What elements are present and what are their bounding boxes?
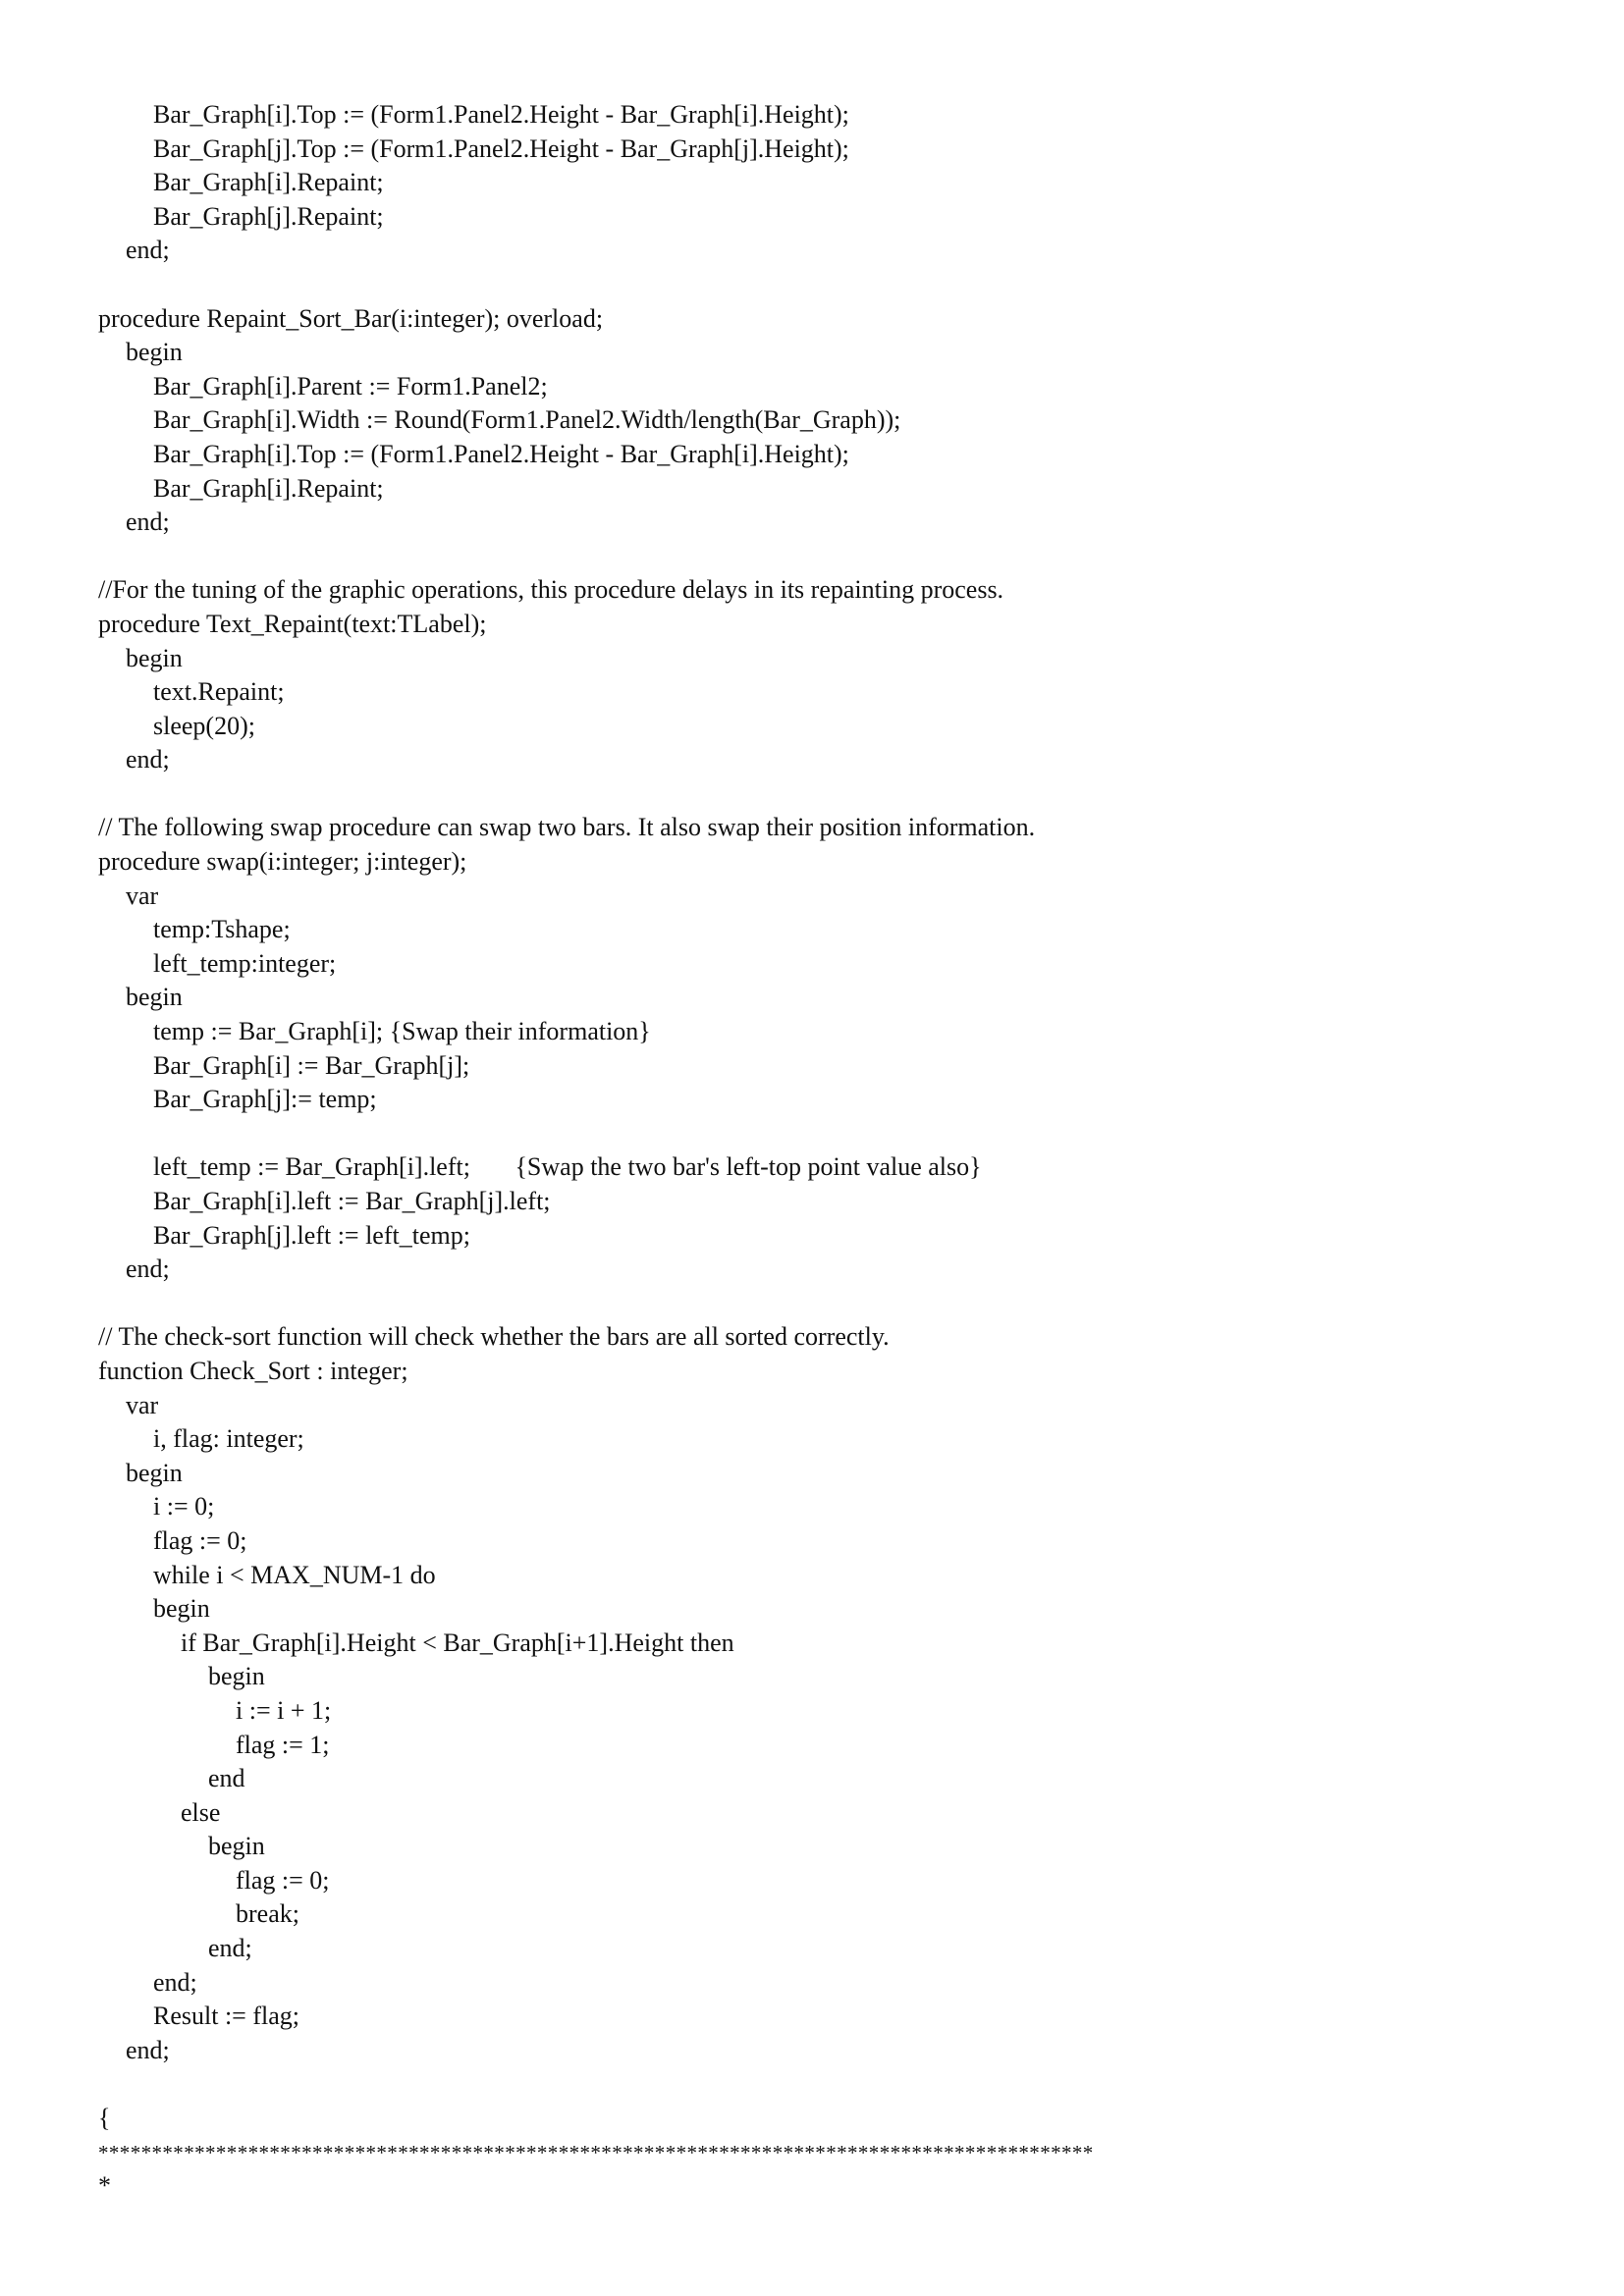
code-line: else [181, 1797, 221, 1827]
code-line: Result := flag; [153, 2002, 299, 2031]
code-line: procedure Text_Repaint(text:TLabel); [98, 609, 487, 638]
code-line: if Bar_Graph[i].Height < Bar_Graph[i+1].Height then [181, 1628, 734, 1657]
code-line: Bar_Graph[j].Top := (Form1.Panel2.Height - Bar_Graph[j].Height); [153, 133, 849, 163]
code-line: begin [153, 1594, 210, 1624]
code-line: Bar_Graph[i].Repaint; [153, 168, 384, 197]
code-line: // The check-sort function will check whether the bars are all sorted correctly. [98, 1322, 890, 1352]
code-line: Bar_Graph[i].Repaint; [153, 473, 384, 503]
code-line: Bar_Graph[i].Parent := Form1.Panel2; [153, 371, 548, 400]
blank-line [98, 268, 1532, 302]
code-line: while i < MAX_NUM-1 do [153, 1560, 436, 1589]
code-line: i := i + 1; [236, 1695, 332, 1725]
code-line: begin [208, 1832, 265, 1861]
code-line: end; [208, 1934, 252, 1963]
code-line: left_temp:integer; [153, 948, 337, 978]
code-line: text.Repaint; [153, 677, 285, 707]
code-line: end; [126, 2035, 170, 2064]
code-line: Bar_Graph[j].left := left_temp; [153, 1220, 470, 1250]
blank-line [98, 2067, 1532, 2102]
code-line: var [126, 881, 159, 910]
code-line: begin [126, 338, 183, 367]
blank-line [98, 1287, 1532, 1321]
blank-line [98, 777, 1532, 812]
code-line: Bar_Graph[i].Width := Round(Form1.Panel2.Width/length(Bar_Graph)); [153, 405, 901, 435]
code-listing [98, 98, 1532, 2204]
code-line: Bar_Graph[i].left := Bar_Graph[j].left; [153, 1187, 551, 1215]
code-line: end; [126, 507, 170, 537]
code-line: flag := 0; [153, 1525, 247, 1555]
code-line: { [98, 2104, 111, 2133]
code-line: i, flag: integer; [153, 1424, 304, 1454]
code-line: Bar_Graph[j]:= temp; [153, 1085, 377, 1114]
code-line: flag := 0; [236, 1865, 330, 1895]
code-line: procedure Repaint_Sort_Bar(i:integer); overload; [98, 303, 604, 333]
code-line: Bar_Graph[j].Repaint; [153, 201, 384, 231]
code-line: Bar_Graph[i].Top := (Form1.Panel2.Height - Bar_Graph[i].Height); [153, 439, 849, 468]
code-line: var [126, 1390, 159, 1419]
code-line: * [98, 2171, 111, 2201]
code-line: break; [236, 1899, 299, 1929]
code-line: flag := 1; [236, 1730, 330, 1759]
code-line: function Check_Sort : integer; [98, 1356, 408, 1385]
code-line: end; [153, 1967, 197, 1997]
code-line: procedure swap(i:integer; j:integer); [98, 847, 467, 877]
code-line: Bar_Graph[i] := Bar_Graph[j]; [153, 1050, 470, 1080]
code-line: i := 0; [153, 1492, 215, 1522]
code-line: begin [126, 1458, 183, 1487]
blank-line [98, 1117, 1532, 1151]
code-line: end; [126, 236, 170, 265]
blank-line [98, 540, 1532, 574]
code-line: temp:Tshape; [153, 915, 291, 944]
code-line: begin [208, 1662, 265, 1691]
code-line: sleep(20); [153, 711, 255, 740]
code-line: ********************************************************************************************* [98, 2140, 1094, 2164]
code-line: begin [126, 983, 183, 1012]
code-line: end; [126, 745, 170, 774]
code-line: end; [126, 1255, 170, 1284]
code-line: //For the tuning of the graphic operations, this procedure delays in its repainting process. [98, 575, 1004, 605]
code-line: end [208, 1764, 245, 1793]
code-line: Bar_Graph[i].Top := (Form1.Panel2.Height - Bar_Graph[i].Height); [153, 100, 849, 129]
code-line: left_temp := Bar_Graph[i].left; {Swap the two bar's left-top point value also} [153, 1152, 982, 1182]
code-line: // The following swap procedure can swap two bars. It also swap their position information. [98, 813, 1036, 842]
code-line: temp := Bar_Graph[i]; {Swap their information} [153, 1017, 651, 1046]
code-line: begin [126, 643, 183, 672]
